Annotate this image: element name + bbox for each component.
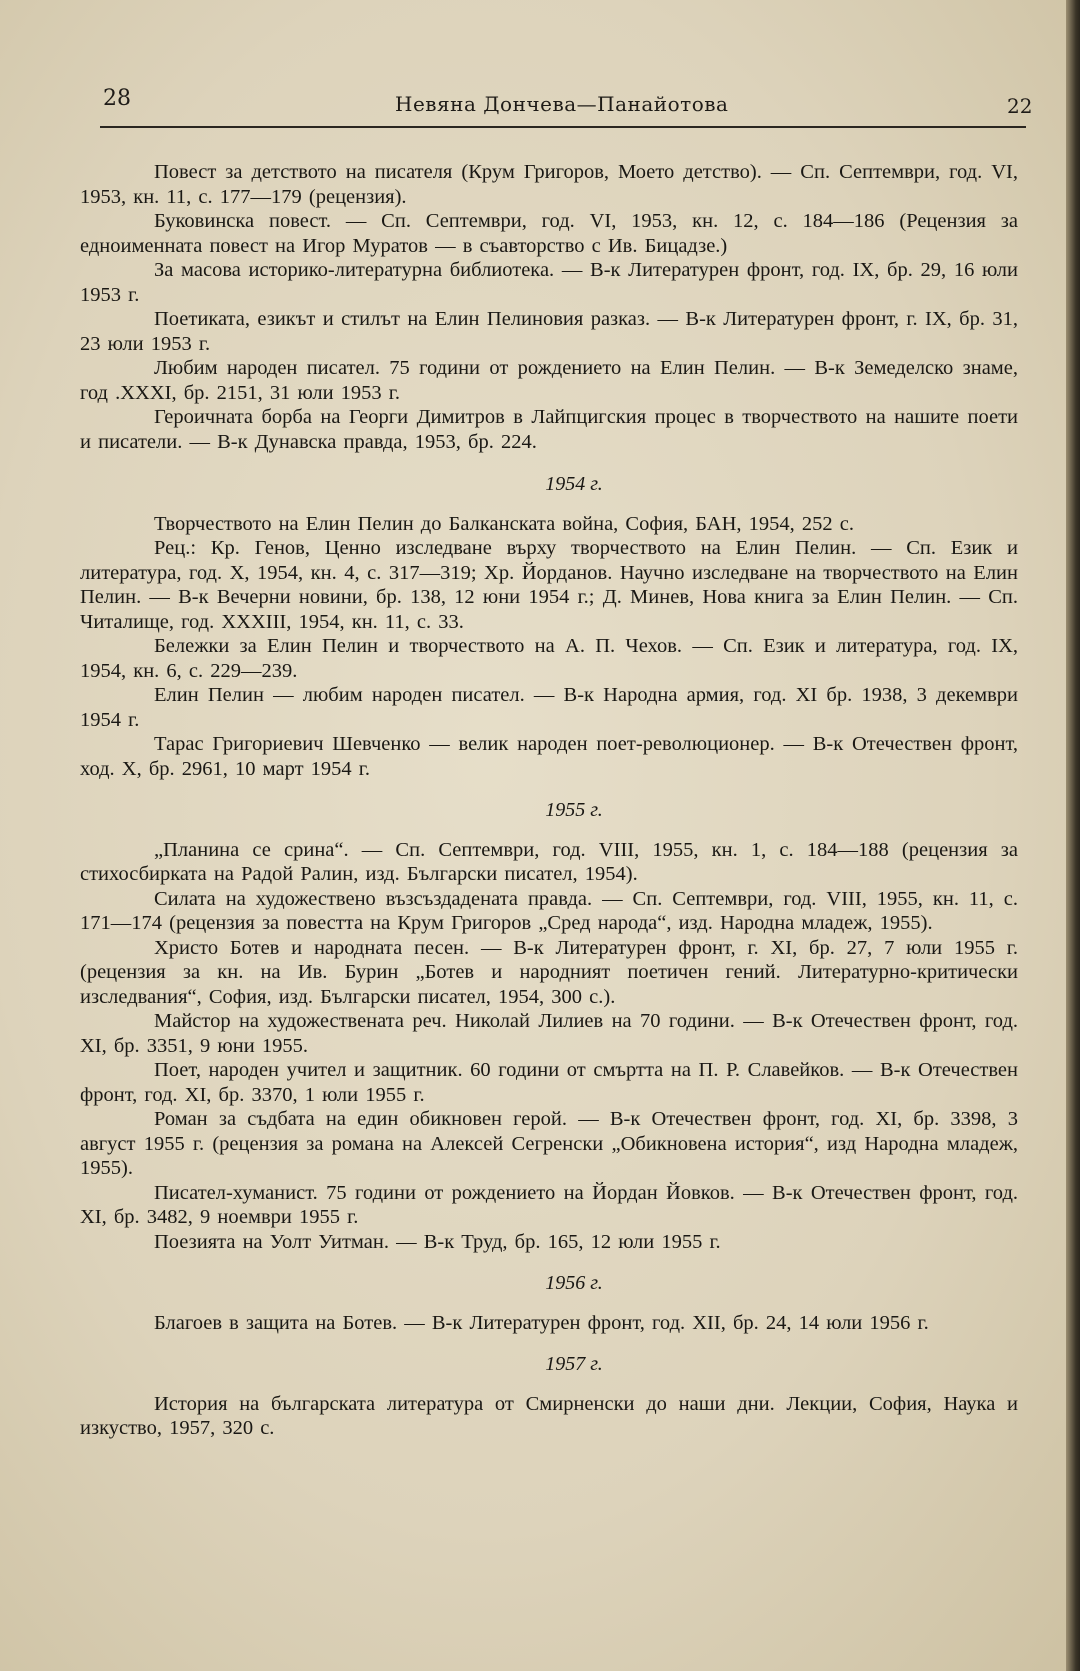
running-title: Невяна Дончева—Панайотова — [395, 92, 729, 116]
bibliography-entry: Буковинска повест. — Сп. Септември, год. VI, 1953, кн. 12, с. 184—186 (Рецензия за едноименната повест на Игор Муратов — в съавторство с Ив. Бицадзе.) — [80, 210, 1018, 257]
year-heading: 1956 г. — [545, 1272, 603, 1294]
header-rule — [100, 126, 1026, 128]
book-spine-edge — [1066, 0, 1080, 1671]
bibliography-entry: Героичната борба на Георги Димитров в Лайпцигския процес в творчеството на нашите поети и писатели. — В-к Дунавска правда, 1953, бр. 224. — [80, 406, 1018, 453]
bibliography-body — [80, 160, 1018, 1441]
bibliography-entry: Тарас Григориевич Шевченко — велик народен поет-революционер. — В-к Отечествен фронт, ход. X, бр. 2961, 10 март 1954 г. — [80, 733, 1018, 780]
bibliography-entry: Творчеството на Елин Пелин до Балканската война, София, БАН, 1954, 252 с. — [154, 512, 855, 535]
bibliography-entry: „Планина се срина“. — Сп. Септември, год. VIII, 1955, кн. 1, с. 184—188 (рецензия за стихосбирката на Радой Ралин, изд. Български писател, 1954). — [80, 838, 1018, 885]
bibliography-entry: Бележки за Елин Пелин и творчеството на А. П. Чехов. — Сп. Език и литература, год. IX, 1954, кн. 6, с. 229—239. — [80, 635, 1018, 682]
section-1956 — [80, 1271, 1018, 1335]
section-1957 — [80, 1352, 1018, 1441]
section-1955 — [80, 798, 1018, 1254]
section-number: 22 — [1007, 94, 1033, 118]
bibliography-entry: Любим народен писател. 75 години от рождението на Елин Пелин. — В-к Земеделско знаме, год .XXXI, бр. 2151, 31 юли 1953 г. — [80, 357, 1018, 404]
bibliography-entry: Благоев в защита на Ботев. — В-к Литературен фронт, год. XII, бр. 24, 14 юли 1956 г. — [154, 1311, 929, 1334]
bibliography-entry: Христо Ботев и народната песен. — В-к Литературен фронт, г. XI, бр. 27, 7 юли 1955 г. (рецензия за кн. на Ив. Бурин „Ботев и народният поетичен гений. Литературно-критически изследвания“, София, изд. Български писател, 1954, 300 с.). — [80, 936, 1018, 1008]
year-heading: 1955 г. — [545, 799, 603, 821]
bibliography-entry: Силата на художествено възсъздадената правда. — Сп. Септември, год. VIII, 1955, кн. 11, с. 171—174 (рецензия за повестта на Крум Григоров „Сред народа“, изд. Народна младеж, 1955). — [80, 887, 1018, 934]
section-1954 — [80, 472, 1018, 781]
year-heading: 1954 г. — [545, 473, 603, 495]
year-heading: 1957 г. — [545, 1353, 603, 1375]
page-header — [0, 82, 1080, 122]
page-number: 28 — [103, 86, 131, 111]
bibliography-entry: Поет, народен учител и защитник. 60 години от смъртта на П. Р. Славейков. — В-к Отечествен фронт, год. XI, бр. 3370, 1 юли 1955 г. — [80, 1059, 1018, 1106]
bibliography-entry: Поетиката, езикът и стилът на Елин Пелиновия разказ. — В-к Литературен фронт, г. IX, бр. 31, 23 юли 1953 г. — [80, 308, 1018, 355]
bibliography-entry: За масова историко-литературна библиотека. — В-к Литературен фронт, год. IX, бр. 29, 16 юли 1953 г. — [80, 259, 1018, 306]
section-1953 — [80, 160, 1018, 454]
bibliography-entry: Роман за съдбата на един обикновен герой. — В-к Отечествен фронт, год. XI, бр. 3398, 3 август 1955 г. (рецензия за романа на Алексей Сегренски „Обикновена история“, изд Народна младеж, 1955). — [80, 1108, 1018, 1179]
bibliography-entry: Поезията на Уолт Уитман. — В-к Труд, бр. 165, 12 юли 1955 г. — [154, 1230, 721, 1253]
bibliography-entry: Рец.: Кр. Генов, Ценно изследване върху творчеството на Елин Пелин. — Сп. Език и литература, год. X, 1954, кн. 4, с. 317—319; Хр. Йорданов. Научно изследване на творчеството на Елин Пелин. — В-к Вечерни новини, бр. 138, 12 юни 1954 г.; Д. Минев, Нова книга за Елин Пелин. — Сп. Читалище, год. XXXIII, 1954, кн. 11, с. 33. — [80, 537, 1018, 633]
bibliography-entry: Писател-хуманист. 75 години от рождението на Йордан Йовков. — В-к Отечествен фронт, год. XI, бр. 3482, 9 ноември 1955 г. — [80, 1181, 1018, 1228]
bibliography-entry: Елин Пелин — любим народен писател. — В-к Народна армия, год. XI бр. 1938, 3 декември 1954 г. — [80, 684, 1018, 731]
bibliography-entry: Повест за детството на писателя (Крум Григоров, Моето детство). — Сп. Септември, год. VI, 1953, кн. 11, с. 177—179 (рецензия). — [80, 161, 1018, 208]
bibliography-entry: История на българската литература от Смирненски до наши дни. Лекции, София, Наука и изкуство, 1957, 320 с. — [80, 1392, 1018, 1439]
bibliography-entry: Майстор на художествената реч. Николай Лилиев на 70 години. — В-к Отечествен фронт, год. XI, бр. 3351, 9 юни 1955. — [80, 1010, 1018, 1057]
